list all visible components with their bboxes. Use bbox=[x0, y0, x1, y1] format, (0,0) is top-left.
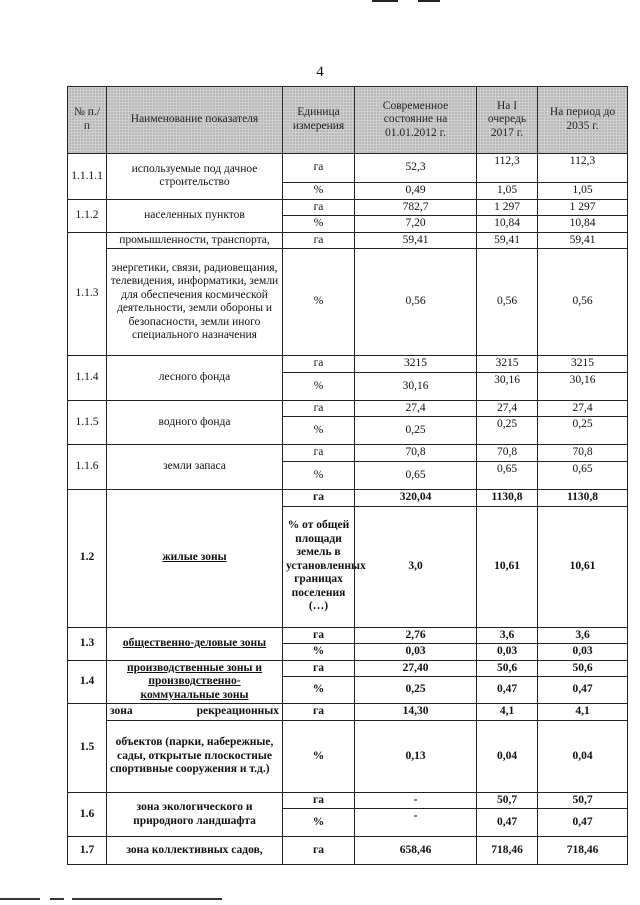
table-row bbox=[68, 232, 628, 249]
future-cell: 3,6 bbox=[538, 627, 628, 644]
future-cell: 0,47 bbox=[538, 809, 628, 837]
row-name: используемые под дачное строительство bbox=[107, 154, 283, 200]
unit-cell: га bbox=[283, 445, 355, 462]
current-cell: 0,56 bbox=[355, 249, 477, 356]
unit-cell: % bbox=[283, 372, 355, 400]
current-cell: 0,25 bbox=[355, 677, 477, 704]
header-current: Современное состояние на 01.01.2012 г. bbox=[355, 87, 477, 154]
top-edge-marks bbox=[372, 0, 442, 3]
first-stage-cell: 718,46 bbox=[477, 837, 538, 865]
row-name: населенных пунктов bbox=[107, 199, 283, 232]
table-row bbox=[68, 199, 628, 216]
first-stage-cell: 59,41 bbox=[477, 232, 538, 249]
first-stage-cell: 3,6 bbox=[477, 627, 538, 644]
row-name-text: жилые зоны bbox=[162, 551, 227, 564]
future-cell: 0,25 bbox=[538, 417, 628, 445]
unit-cell: % bbox=[283, 216, 355, 233]
unit-cell: % bbox=[283, 417, 355, 445]
page-number: 4 bbox=[316, 64, 324, 80]
unit-cell: га bbox=[283, 199, 355, 216]
row-number: 1.1.4 bbox=[68, 356, 107, 401]
future-cell: 4,1 bbox=[538, 704, 628, 721]
table-row bbox=[68, 400, 628, 417]
current-cell: 782,7 bbox=[355, 199, 477, 216]
row-number: 1.7 bbox=[68, 837, 107, 865]
current-cell: 320,04 bbox=[355, 489, 477, 506]
bottom-edge-marks bbox=[0, 898, 640, 902]
unit-cell: га bbox=[283, 489, 355, 506]
unit-cell: % bbox=[283, 720, 355, 792]
unit-cell: га bbox=[283, 627, 355, 644]
current-cell: 52,3 bbox=[355, 154, 477, 183]
future-cell: 1 297 bbox=[538, 199, 628, 216]
future-cell: 10,84 bbox=[538, 216, 628, 233]
table-row bbox=[68, 489, 628, 506]
future-cell: 27,4 bbox=[538, 400, 628, 417]
current-cell: 0,49 bbox=[355, 183, 477, 200]
table-header-row bbox=[68, 87, 628, 154]
unit-cell: % от общей площади земель в установленных границах поселения (…) bbox=[283, 506, 355, 627]
current-cell: - bbox=[355, 792, 477, 809]
row-number: 1.6 bbox=[68, 792, 107, 837]
unit-cell: % bbox=[283, 677, 355, 704]
table-row bbox=[68, 627, 628, 644]
future-cell: 50,7 bbox=[538, 792, 628, 809]
first-stage-cell: 1,05 bbox=[477, 183, 538, 200]
row-number: 1.3 bbox=[68, 627, 107, 660]
row-number: 1.1.3 bbox=[68, 232, 107, 356]
row-name: земли запаса bbox=[107, 445, 283, 490]
first-stage-cell: 30,16 bbox=[477, 372, 538, 400]
unit-cell: га bbox=[283, 400, 355, 417]
future-cell: 0,03 bbox=[538, 644, 628, 661]
current-cell: 2,76 bbox=[355, 627, 477, 644]
header-first-stage: На I очередь 2017 г. bbox=[477, 87, 538, 154]
unit-cell: га bbox=[283, 704, 355, 721]
first-stage-cell: 1 297 bbox=[477, 199, 538, 216]
table-row bbox=[68, 249, 628, 356]
current-cell: 70,8 bbox=[355, 445, 477, 462]
row-name: водного фонда bbox=[107, 400, 283, 445]
first-stage-cell: 112,3 bbox=[477, 154, 538, 183]
unit-cell: га bbox=[283, 792, 355, 809]
current-cell: 0,13 bbox=[355, 720, 477, 792]
row-name: зона экологического и природного ландшафта bbox=[107, 792, 283, 837]
row-name: объектов (парки, набережные, сады, открытые плоскостные спортивные сооружения и т.д.) bbox=[107, 720, 283, 792]
unit-cell: % bbox=[283, 249, 355, 356]
row-name bbox=[107, 627, 283, 660]
header-future: На период до 2035 г. bbox=[538, 87, 628, 154]
unit-cell: % bbox=[283, 461, 355, 489]
unit-cell: га bbox=[283, 660, 355, 677]
current-cell: 0,25 bbox=[355, 417, 477, 445]
header-num: № п./п bbox=[68, 87, 107, 154]
first-stage-cell: 4,1 bbox=[477, 704, 538, 721]
row-number: 1.2 bbox=[68, 489, 107, 627]
table-row bbox=[68, 445, 628, 462]
current-cell: 7,20 bbox=[355, 216, 477, 233]
first-stage-cell: 0,65 bbox=[477, 461, 538, 489]
first-stage-cell: 1130,8 bbox=[477, 489, 538, 506]
land-use-table bbox=[67, 86, 628, 865]
current-cell: 3215 bbox=[355, 356, 477, 373]
unit-cell: % bbox=[283, 183, 355, 200]
unit-cell: га bbox=[283, 356, 355, 373]
future-cell: 1130,8 bbox=[538, 489, 628, 506]
future-cell: 0,56 bbox=[538, 249, 628, 356]
unit-cell: % bbox=[283, 644, 355, 661]
future-cell: 10,61 bbox=[538, 506, 628, 627]
row-number: 1.4 bbox=[68, 660, 107, 704]
unit-cell: га bbox=[283, 837, 355, 865]
table-row bbox=[68, 720, 628, 792]
first-stage-cell: 10,61 bbox=[477, 506, 538, 627]
current-cell: 14,30 bbox=[355, 704, 477, 721]
current-cell: 59,41 bbox=[355, 232, 477, 249]
table-row bbox=[68, 704, 628, 721]
first-stage-cell: 70,8 bbox=[477, 445, 538, 462]
first-stage-cell: 3215 bbox=[477, 356, 538, 373]
first-stage-cell: 0,47 bbox=[477, 809, 538, 837]
future-cell: 0,04 bbox=[538, 720, 628, 792]
future-cell: 50,6 bbox=[538, 660, 628, 677]
current-cell: 30,16 bbox=[355, 372, 477, 400]
first-stage-cell: 0,03 bbox=[477, 644, 538, 661]
row-name: зона рекреационных bbox=[107, 704, 283, 721]
row-name-text: общественно-деловые зоны bbox=[122, 636, 267, 649]
header-unit: Единица измерения bbox=[283, 87, 355, 154]
first-stage-cell: 0,04 bbox=[477, 720, 538, 792]
row-name-text: производственные зоны и производственно-коммунальные зоны bbox=[126, 661, 263, 701]
row-number: 1.1.2 bbox=[68, 199, 107, 232]
first-stage-cell: 50,6 bbox=[477, 660, 538, 677]
row-name: энергетики, связи, радиовещания, телевидения, информатики, земли для обеспечения космической деятельности, земли обороны и безопасности, земли иного специального назначения bbox=[107, 249, 283, 356]
table-row bbox=[68, 792, 628, 809]
future-cell: 3215 bbox=[538, 356, 628, 373]
row-name bbox=[107, 660, 283, 704]
unit-cell: га bbox=[283, 154, 355, 183]
header-name: Наименование показателя bbox=[107, 87, 283, 154]
first-stage-cell: 0,47 bbox=[477, 677, 538, 704]
first-stage-cell: 50,7 bbox=[477, 792, 538, 809]
future-cell: 0,47 bbox=[538, 677, 628, 704]
future-cell: 112,3 bbox=[538, 154, 628, 183]
first-stage-cell: 0,56 bbox=[477, 249, 538, 356]
table-row bbox=[68, 837, 628, 865]
future-cell: 70,8 bbox=[538, 445, 628, 462]
future-cell: 30,16 bbox=[538, 372, 628, 400]
row-number: 1.5 bbox=[68, 704, 107, 793]
row-name: промышленности, транспорта, bbox=[107, 232, 283, 249]
unit-cell: % bbox=[283, 809, 355, 837]
current-cell: 3,0 bbox=[355, 506, 477, 627]
current-cell: - bbox=[355, 809, 477, 837]
future-cell: 59,41 bbox=[538, 232, 628, 249]
first-stage-cell: 10,84 bbox=[477, 216, 538, 233]
table-row bbox=[68, 660, 628, 677]
unit-cell: га bbox=[283, 232, 355, 249]
row-number: 1.1.5 bbox=[68, 400, 107, 445]
table-row bbox=[68, 356, 628, 373]
current-cell: 27,40 bbox=[355, 660, 477, 677]
current-cell: 0,03 bbox=[355, 644, 477, 661]
first-stage-cell: 27,4 bbox=[477, 400, 538, 417]
row-number: 1.1.6 bbox=[68, 445, 107, 490]
first-stage-cell: 0,25 bbox=[477, 417, 538, 445]
row-name bbox=[107, 489, 283, 627]
current-cell: 658,46 bbox=[355, 837, 477, 865]
future-cell: 718,46 bbox=[538, 837, 628, 865]
row-name: лесного фонда bbox=[107, 356, 283, 401]
current-cell: 27,4 bbox=[355, 400, 477, 417]
current-cell: 0,65 bbox=[355, 461, 477, 489]
future-cell: 0,65 bbox=[538, 461, 628, 489]
future-cell: 1,05 bbox=[538, 183, 628, 200]
table-row bbox=[68, 154, 628, 183]
row-name: зона коллективных садов, bbox=[107, 837, 283, 865]
row-number: 1.1.1.1 bbox=[68, 154, 107, 200]
